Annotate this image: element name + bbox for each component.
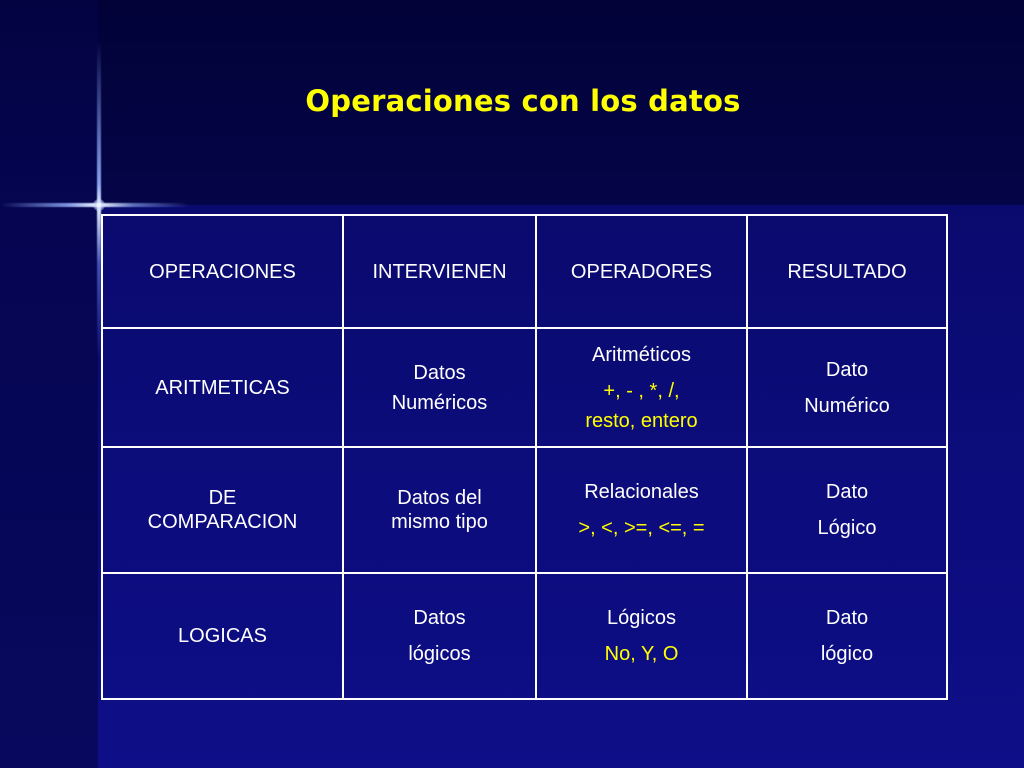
operation-label: ARITMETICAS (155, 376, 290, 399)
table-row (102, 447, 947, 573)
resultado-line-1: Dato (825, 358, 869, 381)
cell-operation (102, 447, 343, 573)
cell-intervienen (343, 447, 536, 573)
cell-operadores (536, 328, 747, 447)
decorative-sparkle-icon (93, 199, 105, 211)
operadores-type: Relacionales (584, 481, 699, 503)
header-operadores: OPERADORES (536, 215, 747, 328)
operations-table (101, 214, 948, 700)
cell-operadores (536, 573, 747, 699)
resultado-line-1: Dato (825, 607, 869, 629)
intervienen-line-2: lógicos (408, 643, 471, 665)
operation-label-line-1: DE (208, 487, 237, 509)
header-operaciones: OPERACIONES (102, 215, 343, 328)
operation-label: LOGICAS (178, 625, 267, 647)
cell-operation (102, 573, 343, 699)
cell-resultado (747, 447, 947, 573)
table-row (102, 328, 947, 447)
cell-operation (102, 328, 343, 447)
table-row (102, 573, 947, 699)
cell-intervienen (343, 328, 536, 447)
resultado-line-2: Numérico (804, 394, 890, 417)
cell-resultado (747, 573, 947, 699)
cell-intervienen (343, 573, 536, 699)
cell-resultado (747, 328, 947, 447)
table-header-row (102, 215, 947, 328)
intervienen-line-1: Datos (413, 607, 466, 629)
header-resultado: RESULTADO (747, 215, 947, 328)
intervienen-line-2: Numéricos (391, 391, 488, 414)
intervienen-line-2: mismo tipo (391, 511, 488, 533)
operadores-symbols: >, <, >=, <=, = (578, 517, 705, 539)
operadores-symbols: +, - , *, /, (603, 379, 680, 402)
header-intervienen: INTERVIENEN (343, 215, 536, 328)
operadores-symbols-extra: resto, entero (585, 409, 698, 432)
operadores-symbols: No, Y, O (604, 643, 679, 665)
operadores-type: Lógicos (607, 607, 676, 629)
operation-label-line-2: COMPARACION (147, 511, 298, 533)
intervienen-line-1: Datos (413, 361, 466, 384)
operadores-type: Aritméticos (592, 343, 691, 366)
resultado-line-1: Dato (825, 481, 869, 503)
intervienen-line-1: Datos del (397, 487, 482, 509)
cell-operadores (536, 447, 747, 573)
resultado-line-2: Lógico (817, 517, 877, 539)
slide-title: Operaciones con los datos (305, 84, 741, 118)
resultado-line-2: lógico (820, 643, 874, 665)
